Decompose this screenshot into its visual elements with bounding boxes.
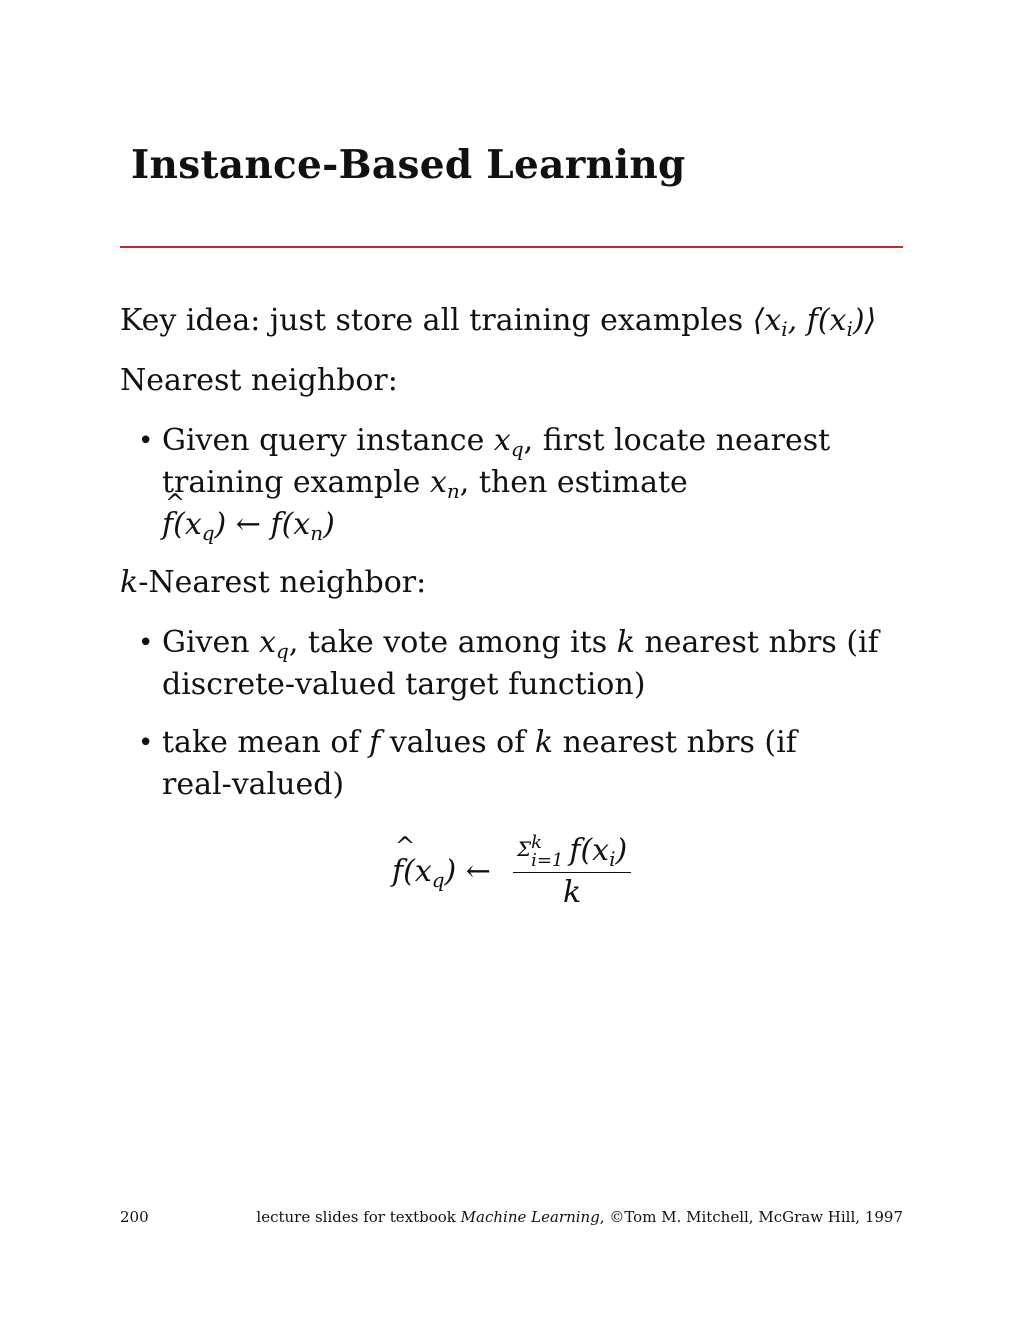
formula-numerator [513,833,631,873]
nn-line2-var: x [429,465,447,500]
key-idea-math-part2: , f(x [787,303,847,338]
formula-num-close: ) [615,833,628,868]
knn-mean-text-b: values of [380,725,535,760]
knn-vote-sub: q [276,639,289,663]
bullet-dot-icon: • [138,426,154,456]
knn-vote-line1 [162,622,920,664]
formula-lhs-close: ) ← [444,854,491,889]
nn-line1-text-b: , first locate nearest [523,423,831,458]
knn-bullet-mean [120,722,920,806]
knn-vote-var: x [259,625,277,660]
nn-line2-text-b: , then estimate [459,465,688,500]
knn-mean-k: k [534,725,554,760]
bullet-dot-icon: • [138,628,154,658]
nn-heading: Nearest neighbor: [120,363,398,398]
nn-bullet-line2 [162,462,920,504]
formula-fhat: ^ f [392,854,403,889]
nn-bullet [120,420,920,546]
formula-lhs [392,854,491,892]
key-idea-sub2: i [846,317,853,341]
slide-title: Instance-Based Learning [131,142,686,188]
nn-bullet-line1 [162,420,920,462]
key-idea-math-part1: ⟨x [752,303,782,338]
knn-mean-line1 [162,722,920,764]
knn-mean-formula [392,833,631,910]
nn-line3-c: ) [323,507,335,542]
page-number: 200 [120,1208,149,1226]
formula-num-rest: f(x [569,833,610,868]
nn-bullet-line3 [162,504,920,546]
nn-line2-sub: n [446,479,460,503]
nn-line3-sub2: n [310,521,324,545]
knn-heading [120,562,920,604]
nn-line2-text-a: training example [162,465,430,500]
nn-fhat: ^ f [162,504,173,546]
sum-icon: Σ [516,837,532,861]
nn-line3-b: ) ← f(x [214,507,311,542]
knn-mean-f: f [369,725,381,760]
nn-line1-var: x [493,423,511,458]
sum-upper-limit: k [531,832,542,853]
knn-heading-text: -Nearest neighbor: [138,565,427,600]
slide-content [120,300,920,822]
formula-denominator: k [562,875,582,910]
knn-vote-text-a: Given [162,625,260,660]
formula-fraction [513,833,631,910]
knn-bullet-vote [120,622,920,706]
knn-vote-text-c: nearest nbrs (if [634,625,879,660]
knn-vote-k: k [616,625,635,660]
nn-line1-text-a: Given query instance [162,423,494,458]
knn-mean-text-c: nearest nbrs (if [553,725,797,760]
key-idea-math [752,303,877,341]
key-idea-text: Key idea: just store all training examples [120,303,753,338]
nn-line3-a: (x [173,507,202,542]
knn-vote-text-b: , take vote among its [288,625,617,660]
title-divider [120,246,903,248]
formula-num-sub: i [609,847,616,871]
sum-lower-limit: i=1 [531,850,564,871]
formula-lhs-sub: q [431,868,445,892]
footer-credit-suffix: , ©Tom M. Mitchell, McGraw Hill, 1997 [599,1208,903,1226]
footer-credit-prefix: lecture slides for textbook [256,1208,461,1226]
key-idea-math-part3: )⟩ [852,303,877,338]
formula-lhs-rest: (x [403,854,432,889]
knn-mean-text-a: take mean of [162,725,370,760]
sum-limits [531,834,563,870]
footer-credit [256,1208,903,1226]
key-idea-paragraph [120,300,920,342]
nn-line1-sub: q [510,437,524,461]
knn-heading-var: k [120,565,139,600]
key-idea-sub1: i [781,317,788,341]
knn-vote-line2: discrete-valued target function) [162,667,646,702]
bullet-dot-icon: • [138,728,154,758]
footer-book-title: Machine Learning [460,1208,600,1226]
nn-line3-sub1: q [201,521,215,545]
knn-mean-line2: real-valued) [162,767,345,802]
